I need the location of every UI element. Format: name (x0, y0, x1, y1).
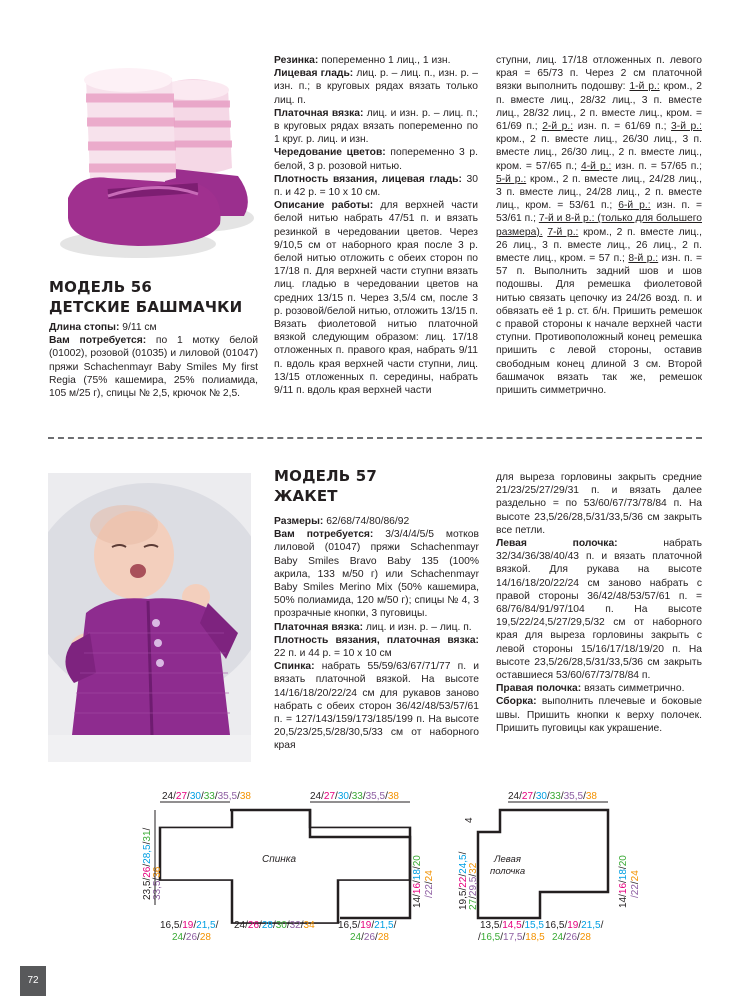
jacket-gauge-label: Плотность вязания, платочная вязка: (274, 634, 479, 646)
model57-column-2 (274, 515, 479, 753)
gauge-label: Плотность вязания, лицевая гладь: (274, 173, 462, 185)
booties-photo (48, 48, 258, 265)
row7-label: 7-й р.: (547, 226, 579, 238)
model57-title-line2: ЖАКЕТ (274, 487, 338, 505)
garter-label: Платочная вязка: (274, 107, 364, 119)
row7-text: кром., 2 п. вместе лиц., 26 лиц., 3 п. вместе лиц., 26 лиц., 2 п. вместе лиц., кром. = 57 п.; (496, 226, 702, 265)
pattern-schematic (0, 780, 750, 960)
gauge-text: 30 п. и 42 р. = 10 х 10 см. (274, 173, 478, 199)
back-right-height-measure-2: /22/24 (424, 870, 435, 898)
rib-label: Резинка: (274, 55, 319, 66)
front-left-height-measure: 19,5/22/24,5/ (458, 851, 469, 910)
front-label-line2: полочка (490, 866, 526, 877)
front-top-measure: 24/27/30/33/35,5/38 (508, 791, 597, 802)
back-shape (160, 810, 410, 923)
front-bottom-right-measure: 16,5/19/21,5/ (545, 920, 604, 931)
colors-label: Чередование цветов: (274, 147, 386, 159)
row5-label: 5-й р.: (496, 173, 527, 185)
model56-column-1 (49, 321, 258, 400)
row4-label: 4-й р.: (581, 160, 612, 172)
back-left-height-measure: 23,5/26/28,5/31/ (142, 827, 153, 900)
right-front-label: Правая полочка: (496, 683, 582, 695)
back-piece-outline (230, 810, 410, 918)
back-piece-label: Спинка (262, 854, 297, 865)
back-continued-text: для выреза горловины закрыть средние 21/23/25/27/29/31 п. и вязать далее раздельно = по 53/60/67/73/78/84 п. На высоте 23,5/26/28,5/31/33,5/36 см закрыть все петли. (496, 472, 702, 536)
left-front-label: Левая полочка: (496, 538, 618, 550)
garter-text: лиц. и изн. р. – лиц. п.; в круговых рядах вязать попеременно по 1 круг. р. лиц. и изн. (274, 107, 478, 146)
row8-label: 8-й р.: (628, 253, 659, 265)
back-top-right-measure: 24/27/30/33/35,5/38 (310, 791, 399, 802)
section-divider (48, 437, 702, 439)
description-text: для верхней части белой нитью набрать 47/51 п. и вязать резинкой в чередовании цветов. Через 9/10,5 см от наборного края после 3 р. белой нитью отложить с обеих сторон по 17/18 п. Для верхней части ступни вязать лиц. гладью в чередовании цветов на средних 13/15 п. Через 3,5/4 см, после 3 р. розовой/белой нитью, отложить 13/15 п. Вязать фиолетовой нитью платочной вязкой следующим образом: лиц. 17/18 отложенных п. правого края, набрать 9/11 п. вдоль края верхней части ступни, лиц. 13/15 отложенных п. середины, набрать 9/11 п. вдоль края верхней части (274, 200, 479, 397)
row1-label: 1-й р.: (629, 81, 660, 93)
stockinette-label: Лицевая гладь: (274, 68, 354, 80)
model57-title-line1: МОДЕЛЬ 57 (274, 467, 378, 485)
row6-text: изн. п. = 53/61 п.; (496, 200, 702, 225)
model57-column-3 (496, 471, 702, 735)
foot-length-label: Длина стопы: (49, 322, 120, 333)
model56-column-2 (274, 54, 478, 397)
colors-text: попеременно 3 р. белой, 3 р. розовой нитью. (274, 147, 478, 172)
assembly-text: выполнить плечевые и боковые швы. Пришить кнопки к верху полочек. Пришить пуговицы как украшение. (496, 696, 702, 734)
front-bottom-right-measure-2: 24/26/28 (552, 932, 591, 943)
back-bottom-right-measure-2: 24/26/28 (350, 932, 389, 943)
rows78-label: 7-й и 8-й р.: (только для большего размера). (496, 213, 702, 238)
materials-label: Вам потребуется: (49, 335, 147, 347)
front-bottom-left-measure: 13,5/14,5/15,5 (480, 920, 544, 931)
jacket-materials-text: 3/3/4/4/5/5 мотков лиловой (01047) пряжи Schachenmayr Baby Smiles Bravo Baby 135 (100% акрила, 133 м/50 г) или Schachenmayr Baby Smiles Merino Mix (50% кашемира, 50% полиамида, 120 м/50 г); спицы № 4, 3 прозрачные кнопки, 3 пуговицы. (274, 529, 479, 620)
row1-text: кром., 2 п. вместе лиц., 28/32 лиц., 3 п. вместе лиц., 28/32 лиц., 2 п. вместе лиц., кром. = 61/69 п.; (496, 81, 702, 133)
row2-text: изн. п. = 61/69 п.; (577, 121, 667, 133)
row3-text: кром., 2 п. вместе лиц., 26/30 лиц., 3 п. вместе лиц., 26/30 лиц., 2 п. вместе лиц., кром. = 57/65 п.; (496, 134, 702, 172)
jacket-garter-label: Платочная вязка: (274, 621, 364, 633)
model56-column-3 (496, 54, 702, 397)
foot-length-value: 9/11 см (122, 322, 157, 333)
model56-title-line2: ДЕТСКИЕ БАШМАЧКИ (49, 298, 243, 316)
front-bottom-left-measure-2: /16,5/17,5/18,5 (478, 932, 545, 943)
row6-label: 6-й р.: (618, 200, 651, 212)
back-label: Спинка: (274, 661, 315, 673)
front-label-line1: Левая (494, 854, 521, 865)
front-right-height-measure: 14/16/18/20 (618, 855, 629, 908)
page-number: 72 (20, 966, 46, 996)
sizes-label: Размеры: (274, 516, 324, 527)
assembly-label: Сборка: (496, 696, 537, 708)
stockinette-text: лиц. р. – лиц. п., изн. р. – изн. п.; в круговых рядах вязать только лиц. п. (274, 68, 478, 106)
back-text: набрать 55/59/63/67/71/77 п. и вязать платочной вязкой. На высоте 14/16/18/20/22/24 см для рукавов заново набрать с обеих сторон 36/42/48/53/57/61 п. = 127/143/159/173/185/199 п. На высоте 20,5/23/25,5/28/30,5/33 см от наборного края (274, 661, 479, 752)
front-right-height-measure-2: /22/24 (630, 870, 641, 898)
back-bottom-center-measure: 24/26/28/30/32/34 (234, 920, 315, 931)
back-bottom-left-measure-2: 24/26/28 (172, 932, 211, 943)
sizes-text: 62/68/74/80/86/92 (326, 516, 410, 527)
back-right-height-measure: 14/16/18/20 (412, 855, 423, 908)
materials-text: по 1 мотку белой (01002), розовой (01035) и лиловой (01047) пряжи Schachenmayr Baby Smiles My first Regia (75% кашемира, 25% полиамида, 105 м/25 г), спицы № 2,5, крючок № 2,5. (49, 335, 258, 400)
model56-title (49, 277, 242, 317)
baby-jacket-photo (48, 473, 251, 762)
row4-text: изн. п. = 57/65 п.; (615, 160, 702, 172)
description-label: Описание работы: (274, 200, 374, 212)
row8-text: изн. п. = 57 п. Выполнить задний шов и шов подошвы. Для ремешка фиолетовой нитью связать цепочку из 24/26 возд. п. и обвязать её 1 р. ст. б/н. Пришить ремешок с правой стороны к начале верхней части ступни. Противоположный конец ремешка пришить с левой стороны, оставив свободным конец длиной 3 см. Второй башмачок вязать так же, ремешок пришить симметрично. (496, 253, 702, 397)
back-left-height-measure-2: 33,5/36 (152, 866, 163, 900)
right-front-text: вязать симметрично. (584, 683, 685, 695)
row5-text: кром., 2 п. вместе лиц., 24/28 лиц., 3 п. вместе лиц., 24/28 лиц., 2 п. вместе лиц., кром. = 53/61 п.; (496, 173, 703, 212)
row3-label: 3-й р.: (671, 121, 702, 133)
back-bottom-left-measure: 16,5/19/21,5/ (160, 920, 219, 931)
back-bottom-right-measure: 16,5/19/21,5/ (338, 920, 397, 931)
row2-label: 2-й р.: (542, 121, 574, 133)
rib-text: попеременно 1 лиц., 1 изн. (321, 55, 451, 66)
jacket-materials-label: Вам потребуется: (274, 529, 374, 541)
model56-title-line1: МОДЕЛЬ 56 (49, 278, 153, 296)
model57-title (274, 466, 377, 506)
back-top-left-measure: 24/27/30/33/35,5/38 (162, 791, 251, 802)
front-neck-depth: 4 (464, 817, 475, 823)
left-front-text: набрать 32/34/36/38/40/43 п. и вязать платочной вязкой. Для рукава на высоте 14/16/18/20/22/24 см заново набрать с правой стороны 36/42/48/53/57/61 п. = 68/76/84/91/97/104 п. На высоте 19,5/22/24,5/27/29,5/32 см от наборного края для выреза горловины закрыть с левой стороны 15/16/17/18/19/20 п. На высоте 23,5/26/28,5/31/33,5/36 см закрыть оставшиеся 53/60/67/73/78/84 п. (496, 538, 702, 682)
sole-intro-text: ступни, лиц. 17/18 отложенных п. левого края = 65/73 п. Через 2 см платочной вязки выполнить подошву: (496, 55, 702, 93)
jacket-garter-text: лиц. и изн. р. – лиц. п. (365, 621, 472, 633)
jacket-gauge-text: 22 п. и 44 р. = 10 х 10 см (274, 648, 392, 660)
front-left-height-measure-2: 27/29,5/32 (468, 862, 479, 910)
